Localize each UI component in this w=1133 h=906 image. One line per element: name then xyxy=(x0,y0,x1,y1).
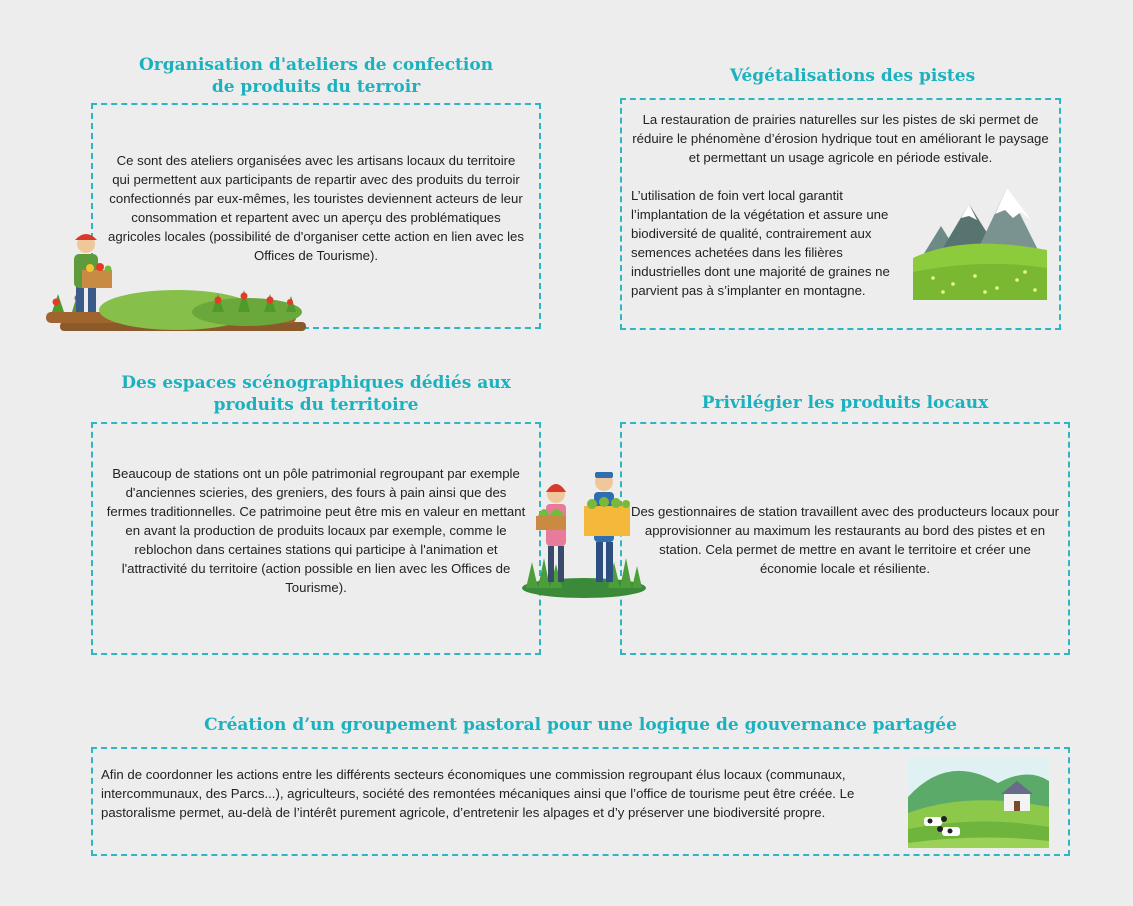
section-3-text: Beaucoup de stations ont un pôle patrimonial regroupant par exemple d'anciennes scieries, des greniers, des fours à pain ainsi que des fermes traditionnelles. Ce patrimoine peut être mis en valeur en mettant en avant la production de produits locaux par exemple, comme le reblochon dans certaines stations qui participe à l'animation et l'attractivité du territoire (action possible en lien avec les Offices de Tourisme). xyxy=(106,466,526,595)
farmer-garden-illustration xyxy=(42,230,312,332)
section-4-text: Des gestionnaires de station travaillent avec des producteurs locaux pour approvisionner au maximum les restaurants au bord des pistes et en station. Cela permet de mettre en avant le territoire et créer une économie locale et résiliente. xyxy=(630,504,1060,576)
section-2-title: Végétalisations des pistes xyxy=(729,66,976,86)
farmers-with-produce-illustration xyxy=(520,470,648,600)
section-5-text: Afin de coordonner les actions entre les différents secteurs économiques une commission regroupant élus locaux (communaux, intercommunaux, des Parcs...), agriculteurs, société des remontées mécaniques ainsi que l’office de tourisme peut être créée. Le pastoralisme permet, au-delà de l’intérêt purement agricole, d’entretenir les alpages et d’y préserver une biodiversité propre. xyxy=(101,767,855,820)
section-4-title: Privilégier les produits locaux xyxy=(701,393,989,413)
section-1-title: Organisation d'ateliers de confection de produits du terroir xyxy=(138,55,494,97)
section-1-text: Ce sont des ateliers organisées avec les artisans locaux du territoire qui permettent aux participants de repartir avec des produits du terroir confectionnés par eux-mêmes, les touristes deviennent acteurs de leur consommation et repartent avec un aperçu des problématiques agricoles locales (possibilité de d'organiser cette action en lien avec les Offices de Tourisme). xyxy=(108,153,524,263)
mountain-meadow-illustration xyxy=(913,188,1047,300)
section-2-text: La restauration de prairies naturelles sur les pistes de ski permet de réduire le phénomène d’érosion hydrique tout en améliorant le paysage et permettant un usage agricole en période estivale. xyxy=(632,112,1049,165)
section-2-text-2: L’utilisation de foin vert local garantit l’implantation de la végétation et assure une biodiversité de qualité, contrairement aux semences achetées dans les filières industrielles dont une majorité de graines ne parvient pas à s’implanter en montagne. xyxy=(631,188,890,298)
section-3-title: Des espaces scénographiques dédiés aux produits du territoire xyxy=(121,373,511,415)
section-5-title: Création d’un groupement pastoral pour une logique de gouvernance partagée xyxy=(204,715,957,735)
pastoral-farm-illustration xyxy=(908,757,1049,848)
